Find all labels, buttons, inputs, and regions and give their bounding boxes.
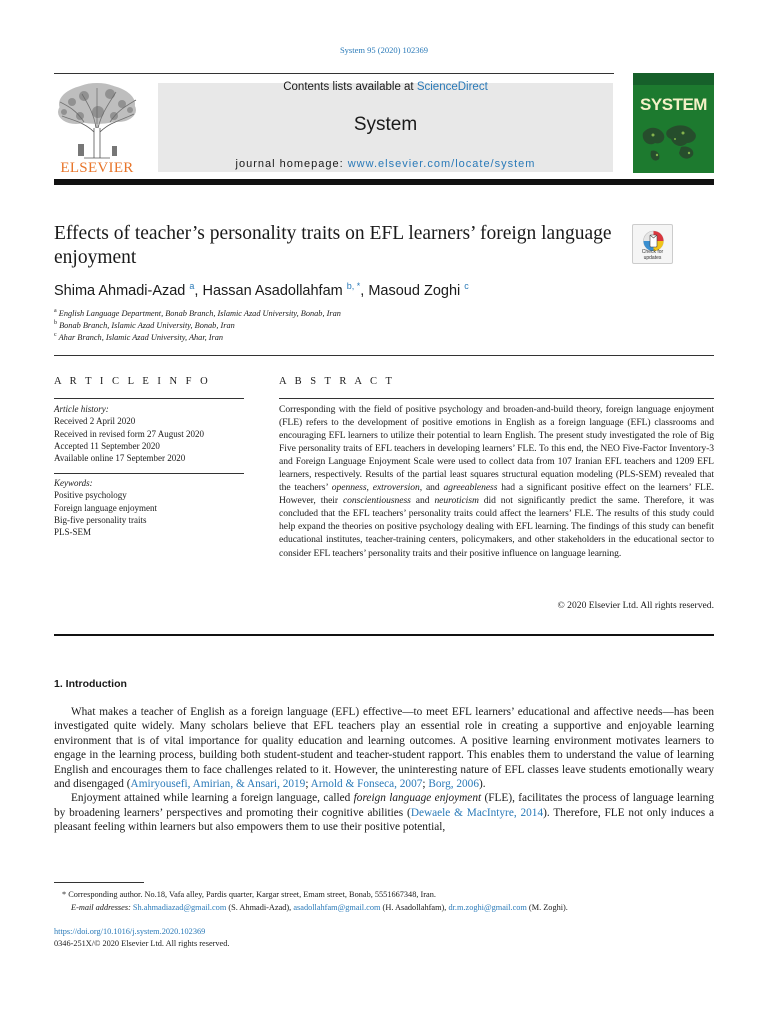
abstract-copyright: © 2020 Elsevier Ltd. All rights reserved. — [557, 600, 714, 611]
affiliation-sup: c — [54, 332, 57, 338]
affiliation-text: English Language Department, Bonab Branch, Islamic Azad University, Bonab, Iran — [58, 308, 341, 318]
abstract-part: had a significant positive effect on the learners’ FLE. However, their — [279, 482, 715, 507]
footnotes — [54, 888, 734, 914]
article-info-rule — [54, 398, 244, 399]
doi-block — [54, 926, 229, 950]
intro-text-part: ). Therefore, FLE not only induces a pleasant feeling within learners but also empowers them to use their positive potential, — [54, 806, 714, 834]
keyword-item: PLS-SEM — [54, 527, 92, 538]
history-label: Article history: — [54, 404, 109, 414]
intro-text-part: ). — [478, 778, 486, 791]
check-for-updates-button[interactable] — [632, 224, 673, 264]
journal-citation[interactable]: System 95 (2020) 102369 — [339, 45, 429, 55]
intro-text-part: What makes a teacher of English as a foreign language (EFL) effective—to meet EFL learners’ educational and affective needs—has been investigated quite widely. Many scholars believe that EFL teachers play an essential role in creating a supportive and enjoyable learning environment that is of vital importance for quality education and learning outcomes. A positive learning environment motivates learners to engage in the learning process, building both student-student and teacher-student rapport. This enables them to understand the value of learning English and encourages them to face challenges related to it. However, the uninteresting nature of EFL classes leave students emotionally weary and disengaged ( — [54, 706, 714, 791]
journal-cover-image[interactable] — [633, 73, 714, 173]
email-owner: (S. Ahmadi-Azad), — [226, 903, 294, 912]
intro-term: foreign language enjoyment — [353, 792, 482, 805]
email-owner: (H. Asadollahfam), — [380, 903, 449, 912]
abstract-heading: A B S T R A C T — [279, 376, 395, 387]
citation-link[interactable]: Dewaele & MacIntyre, 2014 — [410, 806, 544, 819]
cover-title: SYSTEM — [640, 95, 707, 114]
intro-paragraph-1 — [54, 705, 714, 791]
affiliation-sup: a — [54, 308, 57, 314]
article-info-heading: A R T I C L E I N F O — [54, 376, 211, 387]
contents-prefix: Contents lists available at — [283, 81, 417, 93]
author-affil-sup[interactable]: b, * — [346, 281, 361, 291]
intro-text-part: Enjoyment attained while learning a foreign language, called — [71, 792, 354, 805]
history-item: Available online 17 September 2020 — [54, 453, 186, 464]
author-affil-sup[interactable]: a — [189, 281, 195, 291]
history-item: Accepted 11 September 2020 — [54, 440, 160, 451]
abstract-part: did not significantly predict the same. Therefore, it was concluded that the EFL teachers’ personality traits could affect the learners’ FLE. The results of this study could help expand the theories on positive psychology dealing with EFL learning. The findings of this study can benefit educational institutes, teacher-training centers, policymakers, and other stakeholders in the educational sector to consider EFL teachers’ personality traits and their positive influence on language learning. — [279, 495, 714, 559]
author-name[interactable]: Masoud Zoghi — [368, 282, 461, 299]
abstract-term: conscientiousness — [342, 495, 411, 507]
author-list: Shima Ahmadi-Azad $^a$, Hassan Asadollahfam $^{b, *}$, Masoud Zoghi $^c$ — [54, 281, 469, 299]
affiliation-text: Ahar Branch, Islamic Azad University, Ahar, Iran — [58, 332, 224, 342]
affiliation-text: Bonab Branch, Islamic Azad University, Bonab, Iran — [59, 320, 235, 330]
citation-link[interactable]: Borg, 2006 — [428, 778, 479, 791]
homepage-prefix: journal homepage: — [235, 158, 348, 170]
section-rule — [54, 634, 714, 636]
abstract-term: extroversion — [372, 482, 420, 494]
sciencedirect-link[interactable]: ScienceDirect — [416, 81, 488, 93]
abstract-part: , — [366, 482, 373, 494]
header-thick-rule — [54, 179, 714, 185]
introduction-heading: 1. Introduction — [54, 678, 127, 690]
abstract-rule — [279, 398, 714, 399]
abstract-term: agreeableness — [443, 482, 498, 494]
author-affil-sup[interactable]: c — [464, 281, 469, 291]
citation-link[interactable]: Arnold & Fonseca, 2007 — [310, 778, 423, 791]
intro-text-part: ; — [305, 778, 311, 791]
keywords-label: Keywords: — [54, 478, 93, 488]
check-for-updates-label: Check for updates — [641, 249, 664, 261]
intro-text-part: (FLE), facilitates the process of language learning by broadening learners’ perspectives and promoting their cognitive abilities ( — [54, 792, 714, 819]
keyword-item: Big-five personality traits — [54, 514, 147, 525]
intro-text-part: ; — [422, 778, 429, 791]
elsevier-wordmark: ELSEVIER — [60, 160, 134, 176]
issn-copyright: 0346-251X/© 2020 Elsevier Ltd. All rights reserved. — [54, 939, 230, 948]
doi-link[interactable]: https://doi.org/10.1016/j.system.2020.102369 — [54, 927, 206, 936]
affiliation-rule — [54, 355, 714, 356]
affiliation-b — [54, 320, 235, 330]
contents-line — [158, 81, 613, 93]
journal-homepage — [158, 158, 613, 170]
abstract-part: and — [410, 495, 435, 507]
header-top-rule — [54, 73, 614, 74]
email-addresses — [54, 901, 734, 914]
email-link[interactable]: dr.m.zoghi@gmail.com — [448, 903, 527, 912]
keywords-rule — [54, 473, 244, 474]
author-name[interactable]: Shima Ahmadi-Azad — [54, 282, 186, 299]
corresponding-author-note: * Corresponding author. No.18, Vafa alley, Pardis quarter, Kargar street, Emam street, Bonab, 5551667348, Iran. — [62, 890, 436, 899]
email-link[interactable]: Sh.ahmadiazad@gmail.com — [132, 903, 227, 912]
article-history — [54, 403, 244, 464]
affiliation-sup: b — [54, 320, 57, 326]
affiliation-c — [54, 332, 223, 342]
email-label: E-mail addresses: — [71, 903, 131, 912]
homepage-link[interactable]: www.elsevier.com/locate/system — [347, 158, 536, 170]
journal-name: System — [353, 114, 418, 135]
author-name[interactable]: Hassan Asadollahfam — [202, 282, 343, 299]
email-link[interactable]: asadollahfam@gmail.com — [293, 903, 381, 912]
history-item: Received 2 April 2020 — [54, 416, 136, 427]
keyword-item: Positive psychology — [54, 490, 127, 501]
intro-paragraph-2 — [54, 791, 714, 834]
email-owner: (M. Zoghi). — [526, 903, 568, 912]
keywords-list — [54, 477, 244, 538]
article-title: Effects of teacher’s personality traits on EFL learners’ foreign language enjoyment — [54, 223, 612, 268]
history-item: Received in revised form 27 August 2020 — [54, 428, 204, 439]
abstract-part: , and — [419, 482, 444, 494]
abstract-term: openness — [331, 482, 367, 494]
citation-link[interactable]: Amiryousefi, Amirian, & Ansari, 2019 — [130, 778, 306, 791]
abstract-term: neuroticism — [434, 495, 479, 507]
keyword-item: Foreign language enjoyment — [54, 502, 157, 513]
affiliation-a — [54, 308, 341, 318]
abstract-part: Corresponding with the field of positive psychology and broaden-and-build theory, foreign language enjoyment (FLE) refers to the development of positive emotions in English as a foreign language (EFL) classrooms and encouraging EFL learners to utilize their potential to learn English. The present study investigated the role of Big Five personality traits of EFL teachers in developing learners’ FLE. To this end, the NEO Five-Factor Inventory-3 and Foreign Language Enjoyment Scale were used to collect data from 107 Iranian EFL teachers and 1209 EFL learners, respectively. Results of the partial least squares structural equation modeling (PLS-SEM) revealed that the teachers’ — [279, 404, 714, 494]
introduction-text — [54, 705, 714, 835]
footnote-rule — [54, 882, 144, 883]
abstract-text — [279, 403, 714, 560]
